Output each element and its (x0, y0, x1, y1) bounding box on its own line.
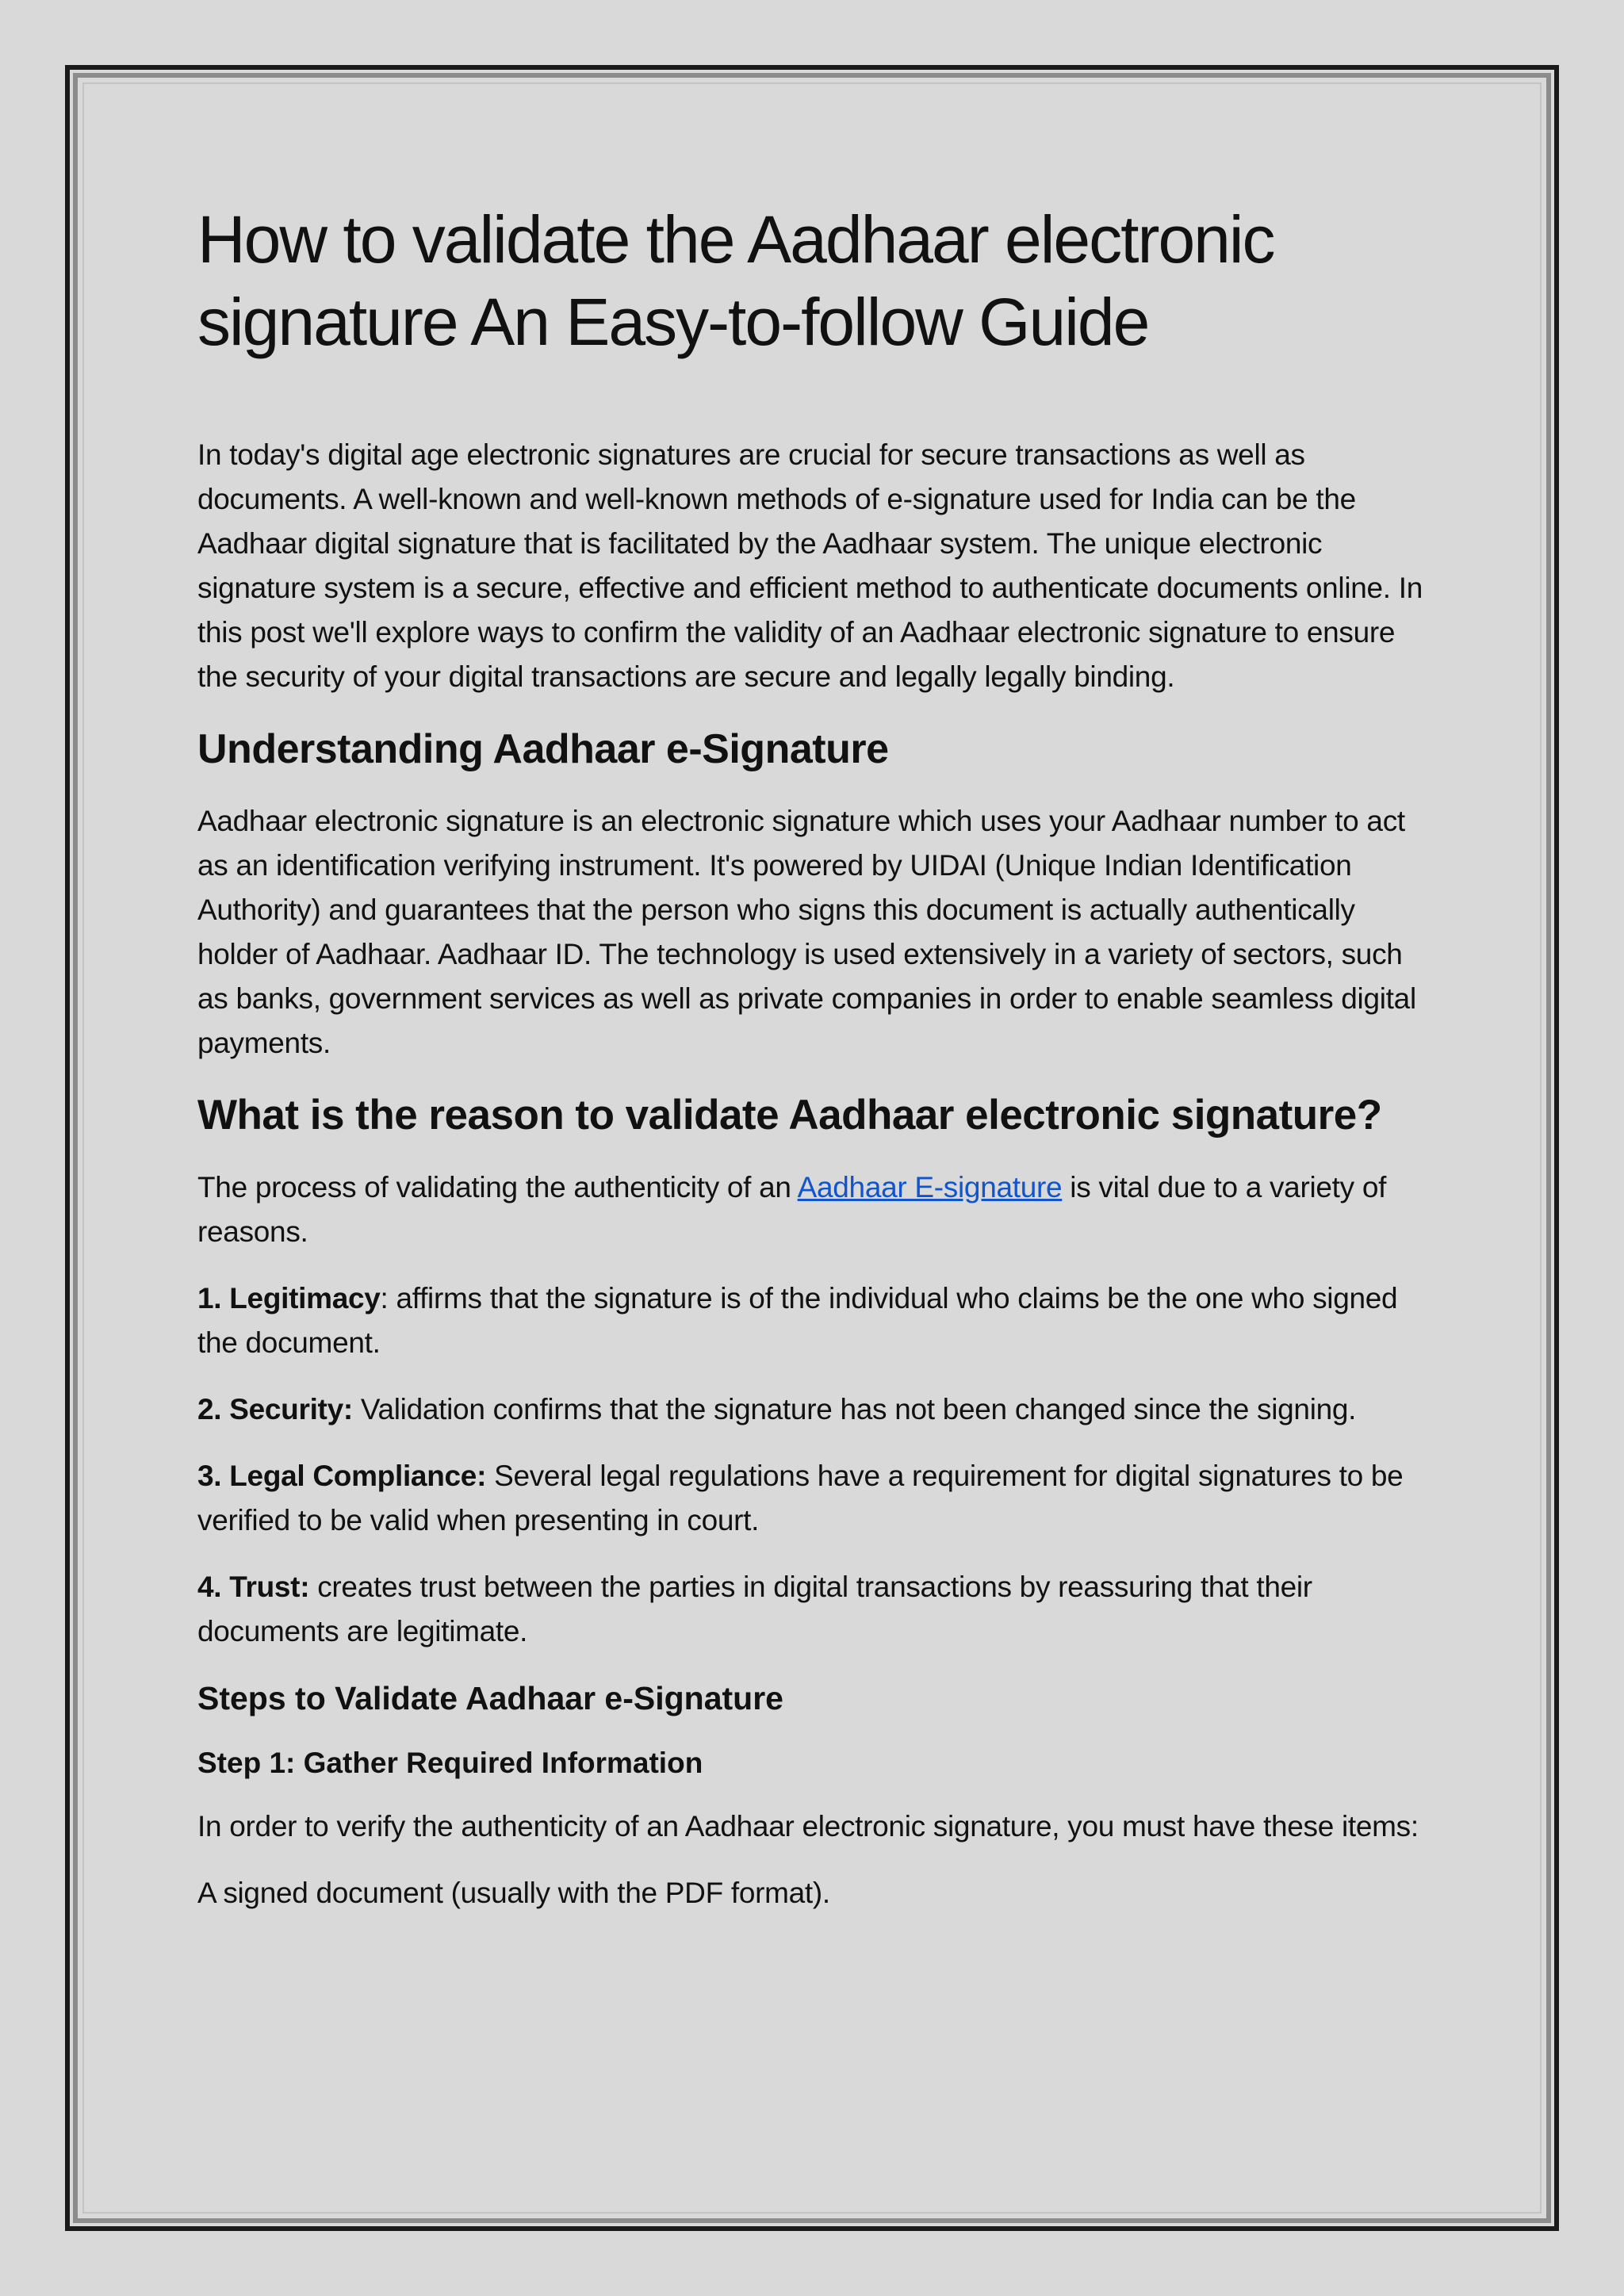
reason-text: Validation confirms that the signature has not been changed since the signing. (352, 1393, 1357, 1425)
reason-trust (197, 1565, 1434, 1654)
reason-legal-compliance (197, 1454, 1434, 1543)
reason-text: Several legal regulations have a requirement for digital signatures to be verified to be valid when presenting in court. (197, 1460, 1404, 1536)
why-validate-lead-before: The process of validating the authenticity of an (197, 1171, 798, 1203)
reason-legitimacy (197, 1276, 1434, 1365)
reason-text: : affirms that the signature is of the individual who claims be the one who signed the document. (197, 1282, 1398, 1359)
document-body (197, 198, 1434, 1938)
reason-security (197, 1387, 1434, 1432)
aadhaar-esignature-link[interactable]: Aadhaar E-signature (797, 1171, 1063, 1203)
step1-item: A signed document (usually with the PDF format). (197, 1877, 830, 1909)
section-heading-understanding: Understanding Aadhaar e-Signature (197, 726, 889, 772)
reason-label: 1. Legitimacy (197, 1282, 381, 1314)
document-title: How to validate the Aadhaar electronic signature An Easy-to-follow Guide (197, 202, 1274, 359)
step1-paragraph: In order to verify the authenticity of an Aadhaar electronic signature, you must have these items: (197, 1810, 1419, 1843)
reason-label: 2. Security: (197, 1393, 353, 1425)
reason-label: 3. Legal Compliance: (197, 1460, 487, 1492)
reason-text: creates trust between the parties in digital transactions by reassuring that their documents are legitimate. (197, 1571, 1312, 1647)
intro-paragraph: In today's digital age electronic signatures are crucial for secure transactions as well as documents. A well-known and well-known methods of e-signature used for India can be the Aadhaar digital signature that is facilitated by the Aadhaar system. The unique electronic signature system is a secure, effective and efficient method to authenticate documents online. In this post we'll explore ways to confirm the validity of an Aadhaar electronic signature to ensure the security of your digital transactions are secure and legally legally binding. (197, 438, 1423, 693)
step1-heading: Step 1: Gather Required Information (197, 1747, 703, 1779)
why-validate-lead-after: is vital due to a variety of reasons. (197, 1171, 1387, 1248)
reason-label: 4. Trust: (197, 1571, 310, 1603)
section-understanding-paragraph: Aadhaar electronic signature is an electronic signature which uses your Aadhaar number to act as an identification verifying instrument. It's powered by UIDAI (Unique Indian Identification Authority) and guarantees that the person who signs this document is actually authentically holder of Aadhaar. Aadhaar ID. The technology is used extensively in a variety of sectors, such as banks, government services as well as private companies in order to enable seamless digital payments. (197, 805, 1416, 1059)
section-heading-why-validate: What is the reason to validate Aadhaar electronic signature? (197, 1092, 1382, 1138)
why-validate-lead (197, 1165, 1434, 1254)
section-heading-steps: Steps to Validate Aadhaar e-Signature (197, 1680, 783, 1716)
